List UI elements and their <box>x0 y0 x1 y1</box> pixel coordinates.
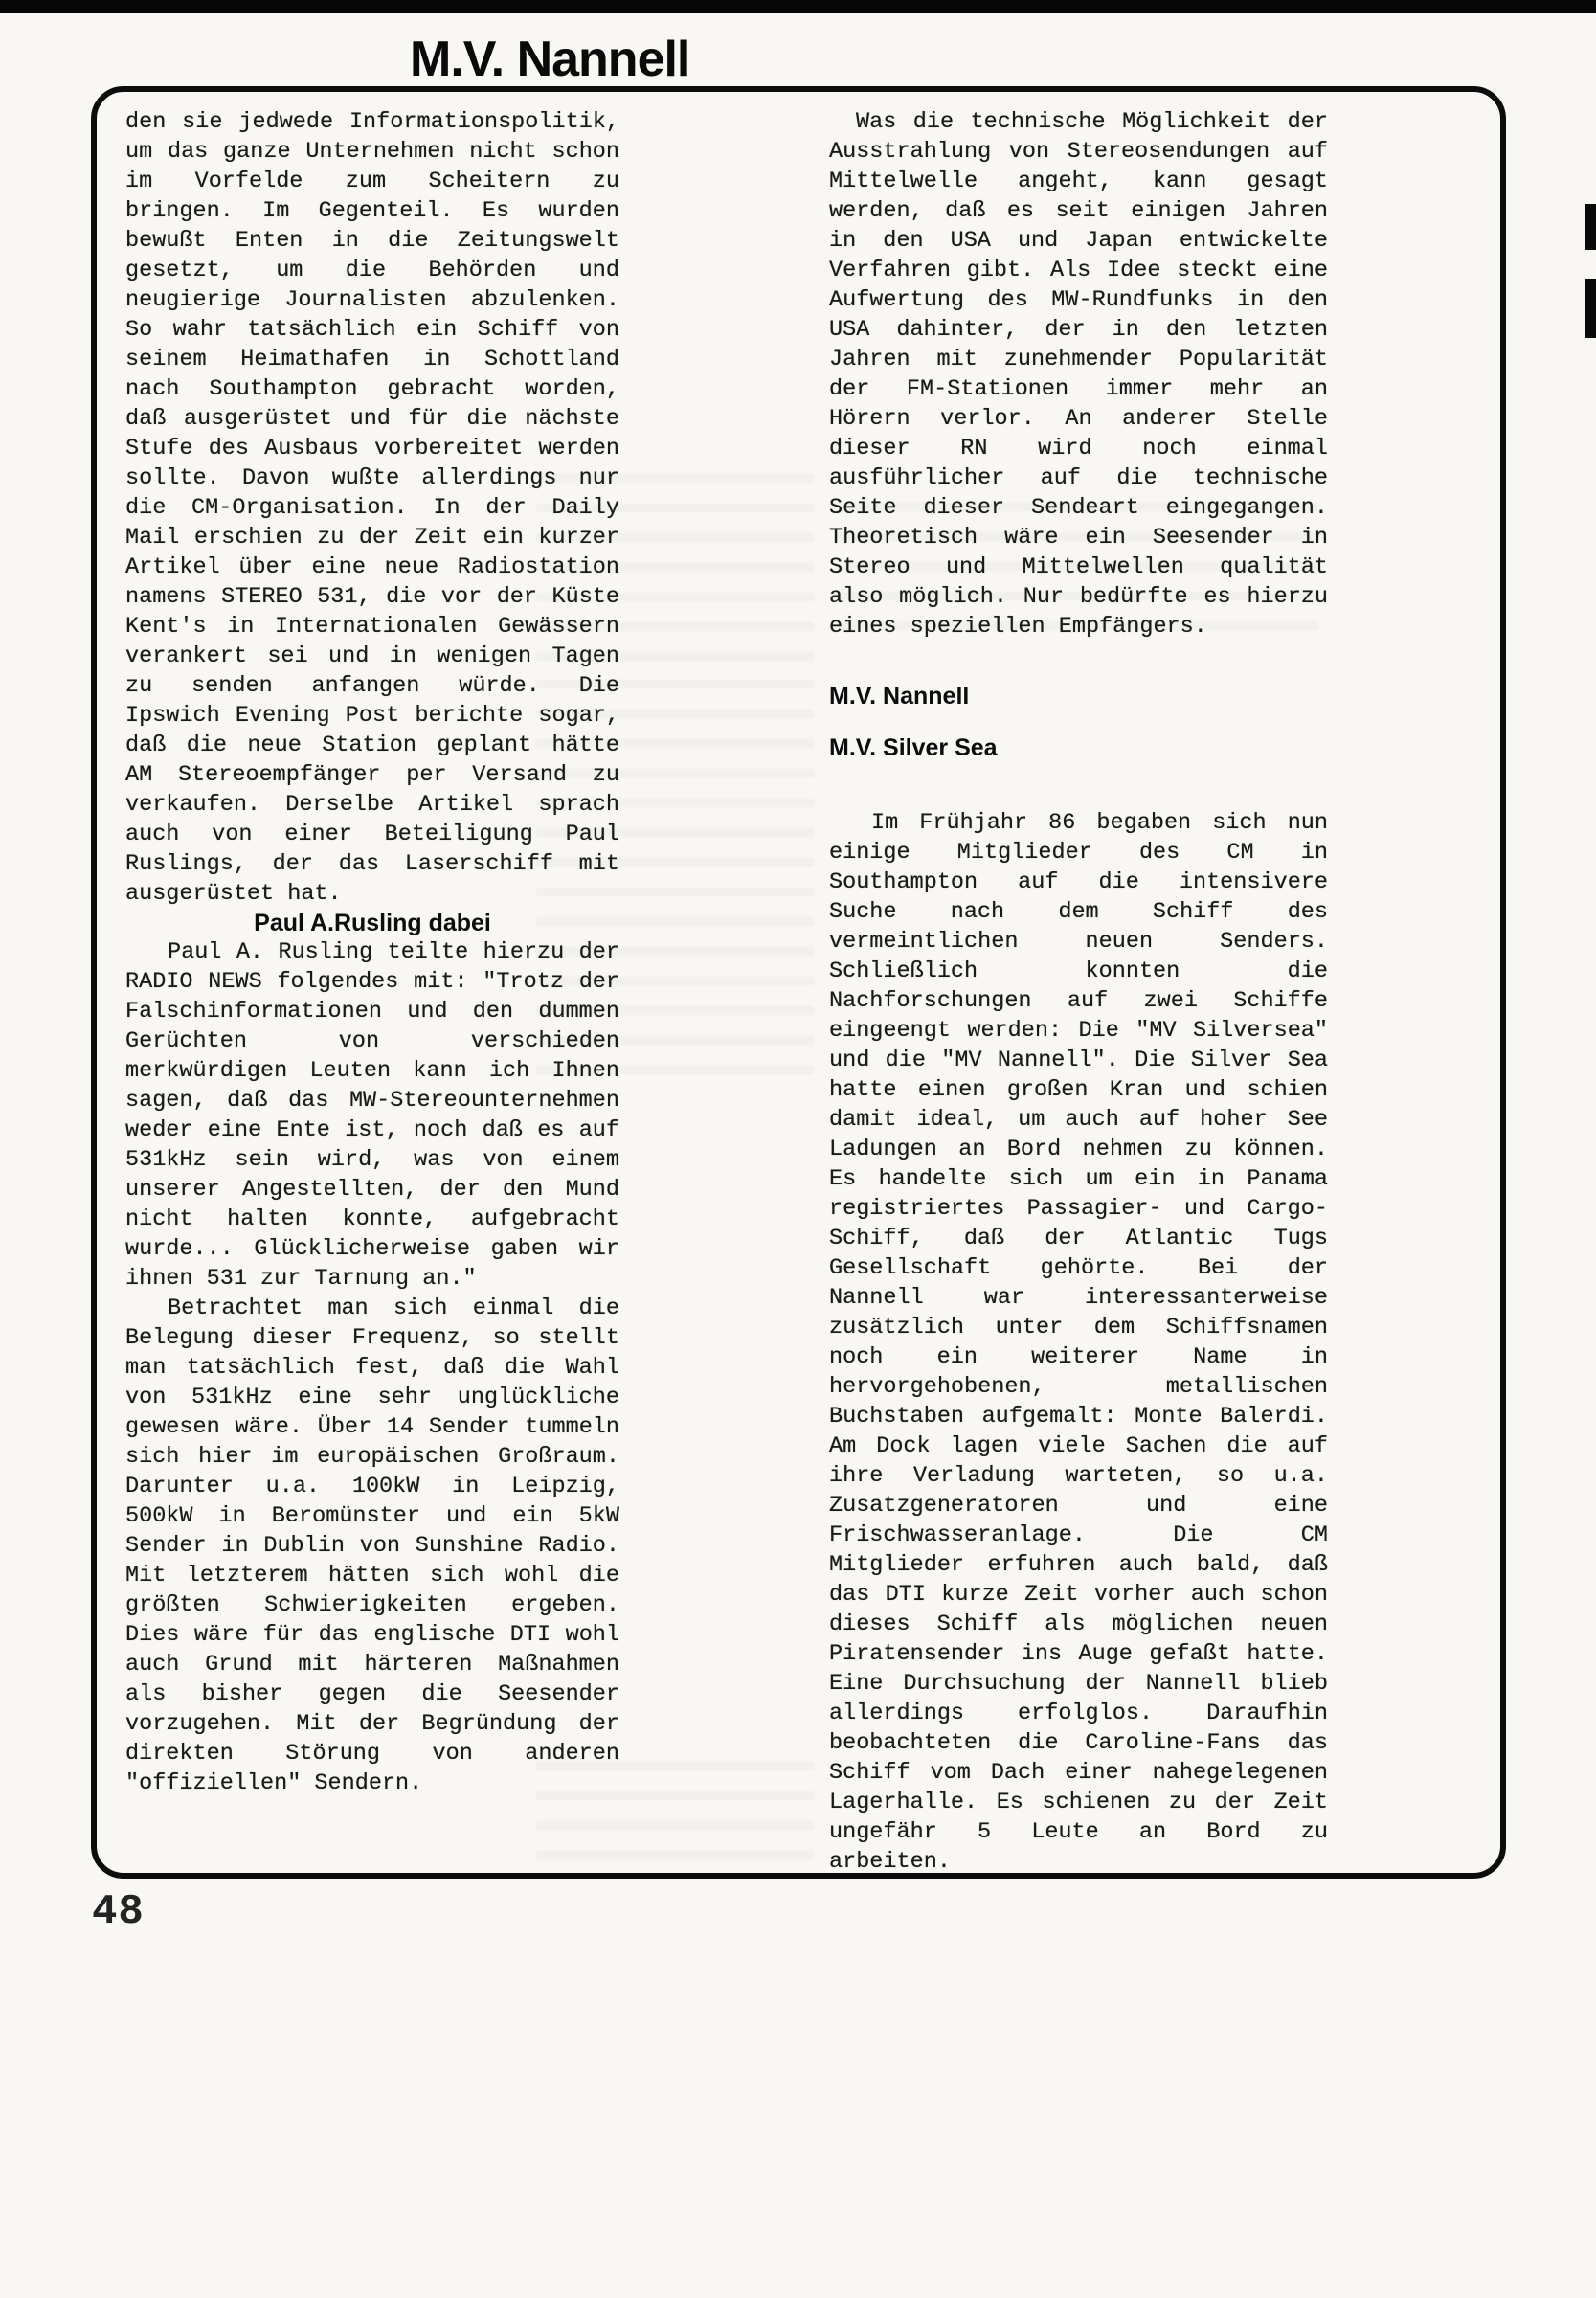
page-number: 48 <box>92 1888 145 1936</box>
paragraph-continuation: den sie jedwede Informationspolitik, um das ganze Unternehmen nicht schon im Vorfelde zum Scheitern zu bringen. Im Gegenteil. Es wurden bewußt Enten in die Zeitungswelt gesetzt, um die Behörden und neugierige Journalisten abzulenken. So wahr tatsächlich ein Schiff von seinem Heimathafen in Schottland nach Southampton gebracht worden, daß ausgerüstet und für die nächste Stufe des Ausbaus vorbereitet werden sollte. Davon wußte allerdings nur die CM-Organisation. In der Daily Mail erschien zu der Zeit ein kurzer Artikel über eine neue Radiostation namens STEREO 531, die vor der Küste Kent's in Internationalen Gewässern verankert sei und in wenigen Tagen zu senden anfangen würde. Die Ipswich Evening Post berichte sogar, daß die neue Station geplant hätte AM Stereoempfänger per Versand zu verkaufen. Derselbe Artikel sprach auch von einer Beteiligung Paul Ruslings, der das Laserschiff mit ausgerüstet hat. <box>125 109 619 907</box>
masthead <box>410 33 689 88</box>
scan-edge-top <box>0 0 1596 13</box>
paragraph-stereo-technique: Was die technische Möglichkeit der Ausstrahlung von Stereosendungen auf Mittelwelle angeht, kann gesagt werden, daß es seit einigen Jahren in den USA und Japan entwickelte Verfahren gibt. Als Idee steckt eine Aufwertung des MW-Rundfunks in den USA dahinter, der in den letzten Jahren mit zunehmender Popularität der FM-Stationen immer mehr an Hörern verlor. An anderer Stelle dieser RN wird noch einmal ausführlicher auf die technische Seite dieser Sendeart eingegangen. Theoretisch wäre ein Seesender in Stereo und Mittelwellen qualität also möglich. Nur bedürfte es hierzu eines speziellen Empfängers. <box>829 109 1328 640</box>
paragraph-frequency: Betrachtet man sich einmal die Belegung dieser Frequenz, so stellt man tatsächlich fest, daß die Wahl von 531kHz eine sehr unglückliche gewesen wäre. Über 14 Sender tummeln sich hier im europäischen Großraum. Darunter u.a. 100kW in Leipzig, 500kW in Beromünster und ein 5kW Sender in Dublin von Sunshine Radio. Mit letzterem hätten sich wohl die größten Schwierigkeiten ergeben. Dies wäre für das englische DTI wohl auch Grund mit härteren Maßnahmen als bisher gegen die Seesender vorzugehen. Mit der Begründung der direkten Störung von anderen "offiziellen" Sendern. <box>125 1295 619 1796</box>
scan-edge-mark <box>1585 204 1596 250</box>
paragraph-ship-search: Im Frühjahr 86 begaben sich nun einige Mitglieder des CM in Southampton auf die intensivere Suche nach dem Schiff des vermeintlichen neuen Senders. Schließlich konnten die Nachforschungen auf zwei Schiffe eingeengt werden: Die "MV Silversea" und die "MV Nannell". Die Silver Sea hatte einen großen Kran und schien damit ideal, um auch auf hoher See Ladungen an Bord nehmen zu können. Es handelte sich um ein in Panama registriertes Passagier- und Cargo-Schiff, daß der Atlantic Tugs Gesellschaft gehörte. Bei der Nannell war interessanterweise zusätzlich unter dem Schiffsnamen noch ein weiterer Name in hervorgehobenen, metallischen Buchstaben aufgemalt: Monte Balerdi. Am Dock lagen viele Sachen die auf ihre Verladung warteten, so u.a. Zusatzgeneratoren und eine Frischwasseranlage. Die CM Mitglieder erfuhren auch bald, daß das DTI kurze Zeit vorher auch schon dieses Schiff als möglichen neuen Piratensender ins Auge gefaßt hatte. Eine Durchsuchung der Nannell blieb allerdings erfolglos. Daraufhin beobachteten die Caroline-Fans das Schiff vom Dach einer nahegelegenen Lagerhalle. Es schienen zu der Zeit ungefähr 5 Leute an Bord zu arbeiten. <box>829 810 1328 1875</box>
page-title: M.V. Nannell <box>410 32 690 87</box>
section-heading-silver-sea: M.V. Silver Sea <box>829 734 998 761</box>
section-heading-nannell: M.V. Nannell <box>829 683 970 710</box>
left-column <box>125 107 619 1798</box>
scan-edge-mark <box>1585 279 1596 338</box>
paragraph-rusling-quote: Paul A. Rusling teilte hierzu der RADIO NEWS folgendes mit: "Trotz der Falschinformationen und den dummen Gerüchten von verschieden merkwürdigen Leuten kann ich Ihnen sagen, daß das MW-Stereounternehmen weder eine Ente ist, noch daß es auf 531kHz sein wird, was von einem unserer Angestellten, der den Mund nicht halten konnte, aufgebracht wurde... Glücklicherweise gaben wir ihnen 531 zur Tarnung an." <box>125 939 619 1292</box>
section-heading-rusling: Paul A.Rusling dabei <box>254 910 491 936</box>
right-column <box>829 107 1328 1877</box>
